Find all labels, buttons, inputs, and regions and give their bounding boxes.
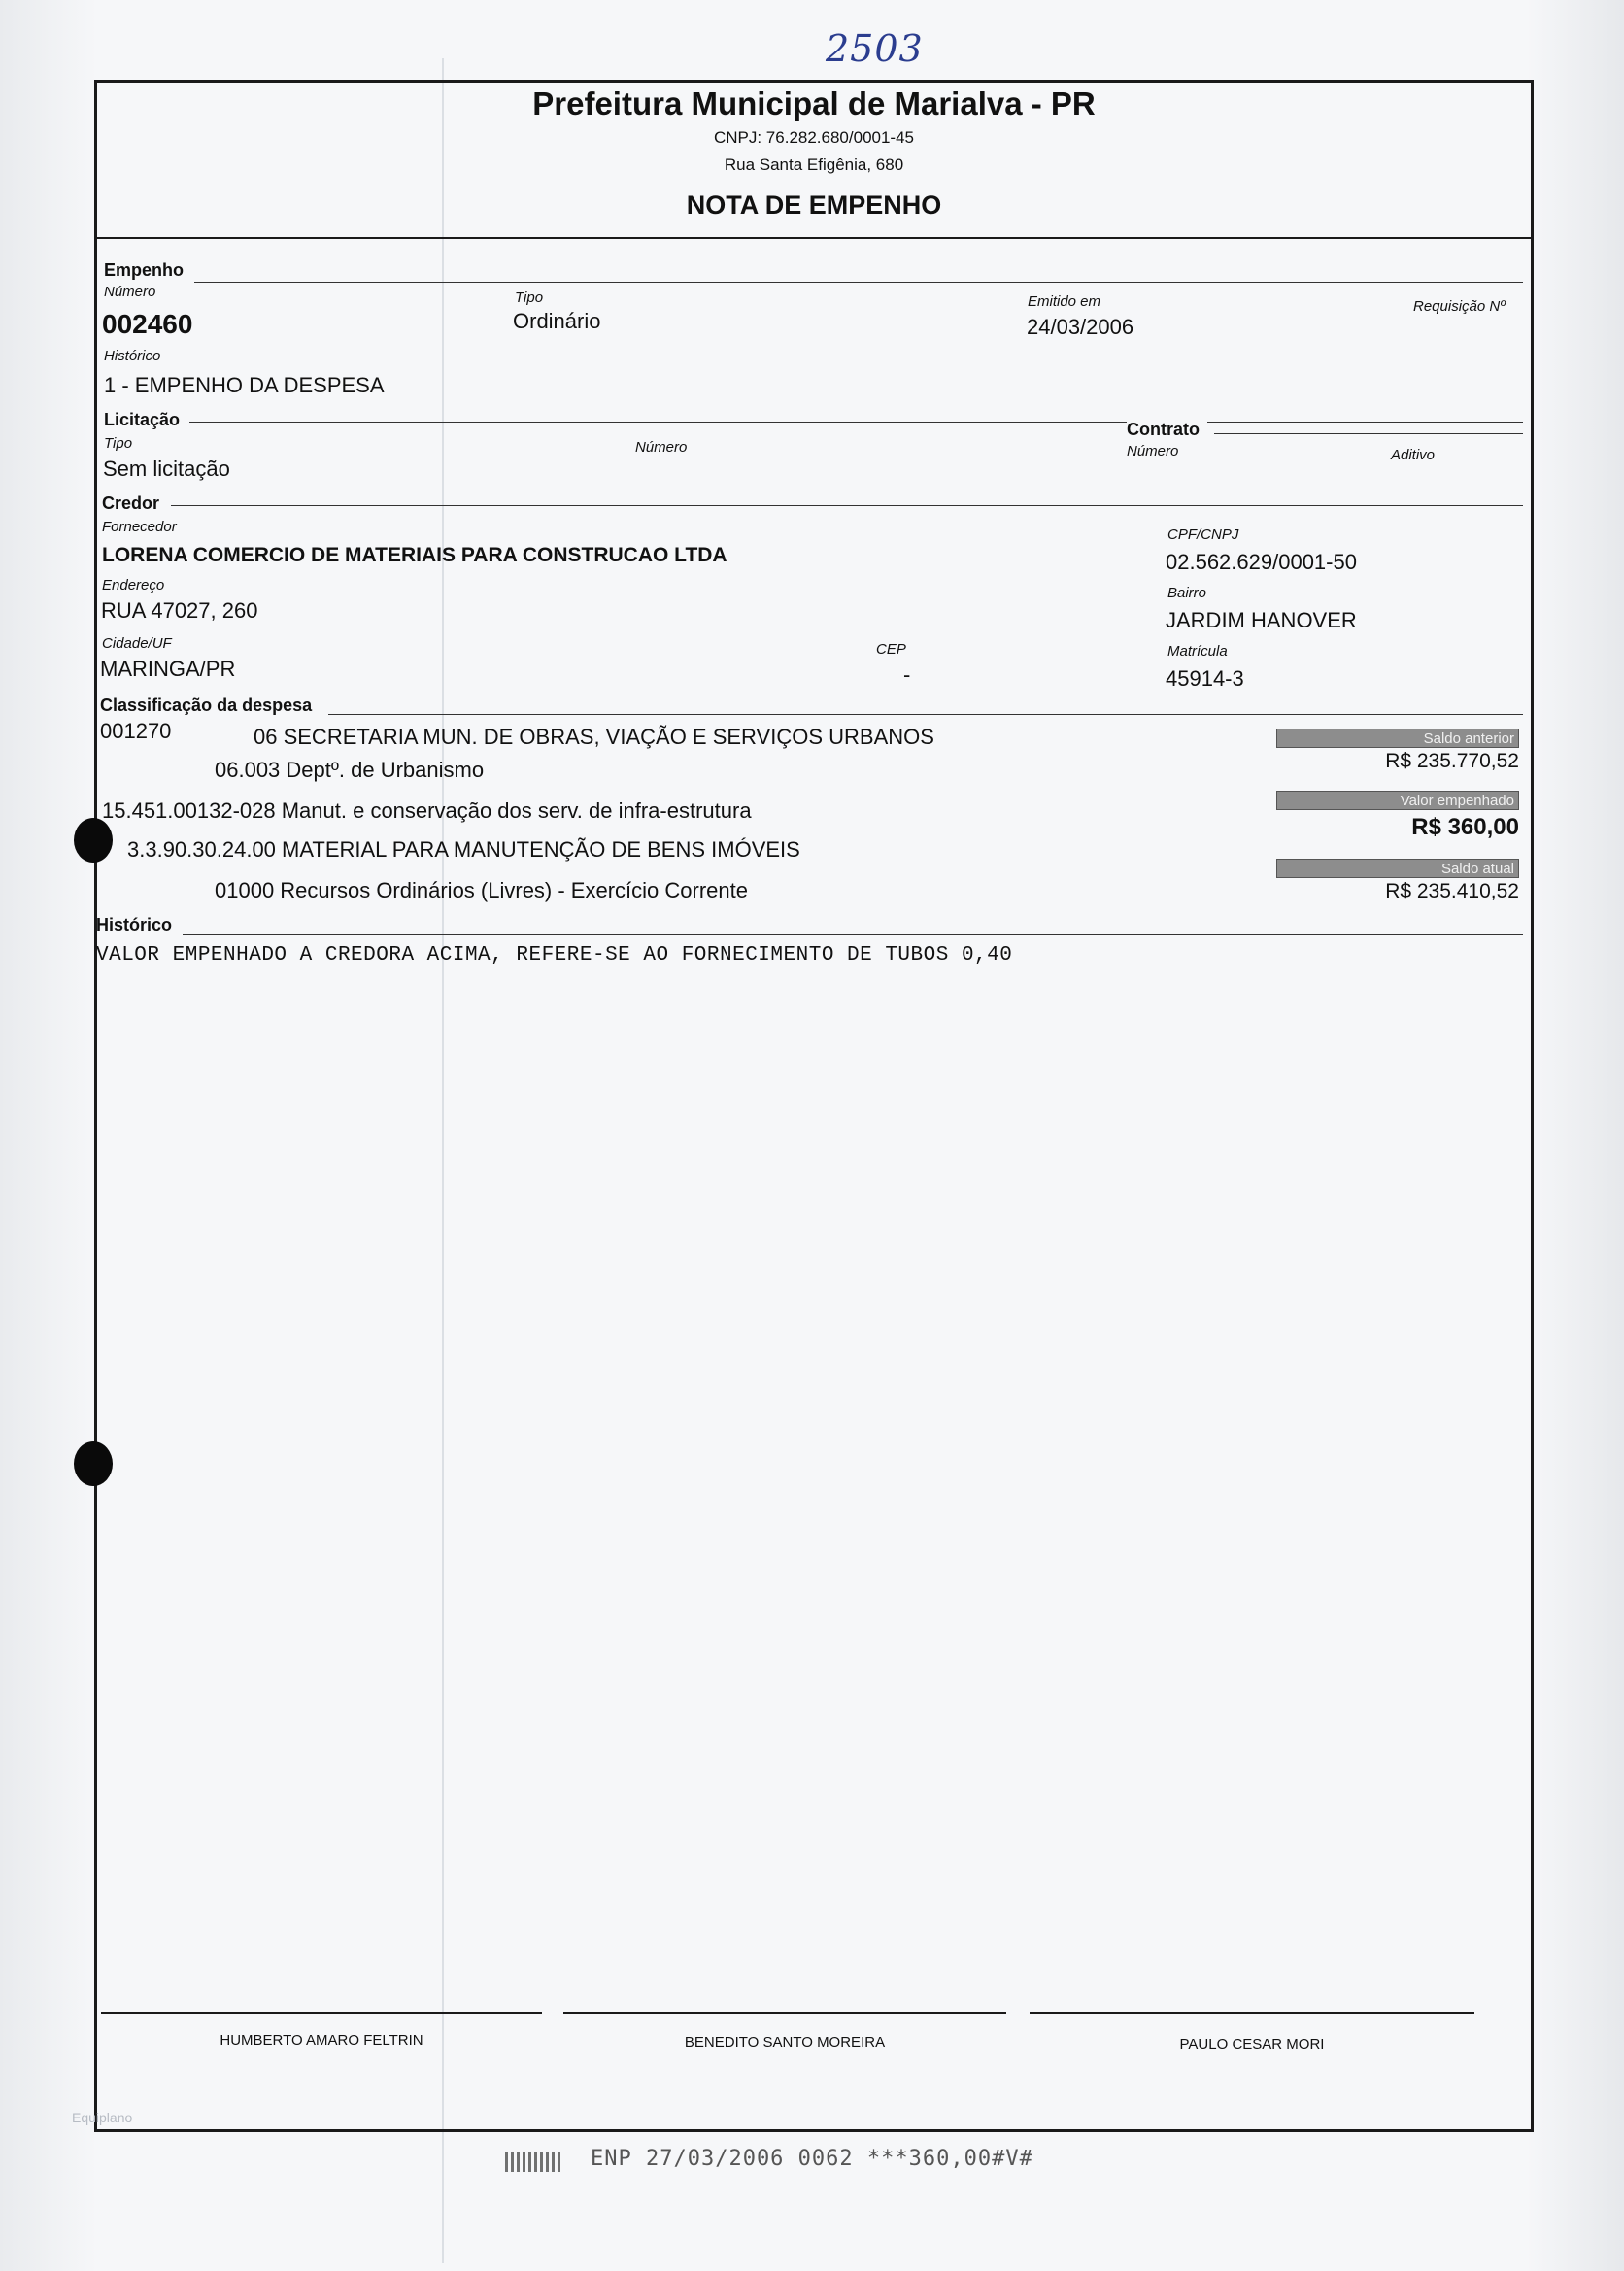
signature-name-1: HUMBERTO AMARO FELTRIN (220, 2032, 423, 2049)
endereco-value: RUA 47027, 260 (101, 598, 258, 623)
empenho-numero-label: Número (104, 284, 156, 300)
contrato-rule (1214, 433, 1523, 434)
licitacao-numero-label: Número (635, 439, 688, 456)
empenho-numero: 002460 (102, 309, 193, 339)
emitido-label: Emitido em (1028, 293, 1101, 310)
classificacao-orgao: 06 SECRETARIA MUN. DE OBRAS, VIAÇÃO E SERVIÇOS URBANOS (254, 725, 934, 749)
handwritten-page-number: 2503 (826, 27, 924, 70)
credor-rule (171, 505, 1523, 506)
cep-value: - (903, 662, 911, 687)
saldo-anterior-value: R$ 235.770,52 (1385, 750, 1519, 772)
issuer-cnpj: CNPJ: 76.282.680/0001-45 (713, 128, 915, 147)
fornecedor-name: LORENA COMERCIO DE MATERIAIS PARA CONSTRUCAO LTDA (102, 544, 727, 566)
stamp-mark (505, 2152, 563, 2172)
punch-hole-top (74, 818, 113, 863)
contrato-aditivo-label: Aditivo (1391, 447, 1436, 463)
empenho-historico-label: Histórico (104, 348, 161, 364)
system-watermark: Equiplano (72, 2110, 133, 2125)
saldo-atual-bar: Saldo atual (1276, 859, 1519, 878)
historico-section-label: Histórico (96, 915, 173, 934)
matricula-value: 45914-3 (1166, 666, 1244, 691)
document-title: NOTA DE EMPENHO (686, 190, 942, 220)
cpf-cnpj-label: CPF/CNPJ (1167, 526, 1239, 543)
classificacao-fonte: 01000 Recursos Ordinários (Livres) - Exercício Corrente (215, 878, 748, 902)
licitacao-section-label: Licitação (104, 410, 181, 429)
saldo-atual-value: R$ 235.410,52 (1385, 880, 1519, 902)
issuer-address: Rua Santa Efigênia, 680 (724, 155, 904, 174)
empenho-tipo-label: Tipo (515, 289, 544, 306)
emitido-date: 24/03/2006 (1027, 315, 1134, 339)
historico-text: VALOR EMPENHADO A CREDORA ACIMA, REFERE-SE AO FORNECIMENTO DE TUBOS 0,40 (96, 944, 1013, 966)
contrato-section-label: Contrato (1127, 420, 1207, 440)
licitacao-tipo: Sem licitação (103, 457, 230, 481)
signature-line-1 (101, 2012, 542, 2014)
matricula-label: Matrícula (1167, 643, 1228, 660)
classificacao-funcional: 15.451.00132-028 Manut. e conservação dos serv. de infra-estrutura (102, 798, 752, 823)
licitacao-rule (189, 422, 1523, 423)
classificacao-section-label: Classificação da despesa (100, 695, 313, 715)
signature-name-2: BENEDITO SANTO MOREIRA (684, 2034, 886, 2051)
cep-label: CEP (876, 641, 906, 658)
classificacao-codigo: 001270 (100, 719, 172, 743)
valor-empenhado-bar: Valor empenhado (1276, 791, 1519, 810)
bairro-label: Bairro (1167, 585, 1207, 601)
endereco-label: Endereço (102, 577, 165, 593)
historico-rule (183, 934, 1523, 935)
fornecedor-label: Fornecedor (102, 519, 177, 535)
valor-empenhado-value: R$ 360,00 (1411, 814, 1519, 840)
authentication-stamp: ENP 27/03/2006 0062 ***360,00#V# (591, 2147, 1033, 2171)
classificacao-elemento: 3.3.90.30.24.00 MATERIAL PARA MANUTENÇÃO DE BENS IMÓVEIS (127, 837, 800, 862)
cpf-cnpj-value: 02.562.629/0001-50 (1166, 550, 1357, 574)
empenho-section-label: Empenho (104, 260, 185, 280)
requisicao-label: Requisição Nº (1413, 298, 1506, 315)
signature-name-3: PAULO CESAR MORI (1179, 2036, 1325, 2052)
empenho-tipo: Ordinário (513, 309, 601, 333)
signature-line-3 (1030, 2012, 1474, 2014)
signature-line-2 (563, 2012, 1006, 2014)
classificacao-unidade: 06.003 Deptº. de Urbanismo (215, 758, 485, 782)
cidade-label: Cidade/UF (102, 635, 172, 652)
empenho-historico: 1 - EMPENHO DA DESPESA (104, 373, 385, 397)
header-divider (94, 237, 1534, 239)
licitacao-tipo-label: Tipo (104, 435, 133, 452)
issuer-title: Prefeitura Municipal de Marialva - PR (532, 85, 1096, 121)
saldo-anterior-bar: Saldo anterior (1276, 729, 1519, 748)
cidade-value: MARINGA/PR (100, 657, 236, 681)
classificacao-rule (328, 714, 1523, 715)
bairro-value: JARDIM HANOVER (1166, 608, 1357, 632)
credor-section-label: Credor (102, 493, 160, 513)
contrato-numero-label: Número (1127, 443, 1179, 459)
punch-hole-bottom (74, 1441, 113, 1486)
empenho-rule (194, 282, 1523, 283)
